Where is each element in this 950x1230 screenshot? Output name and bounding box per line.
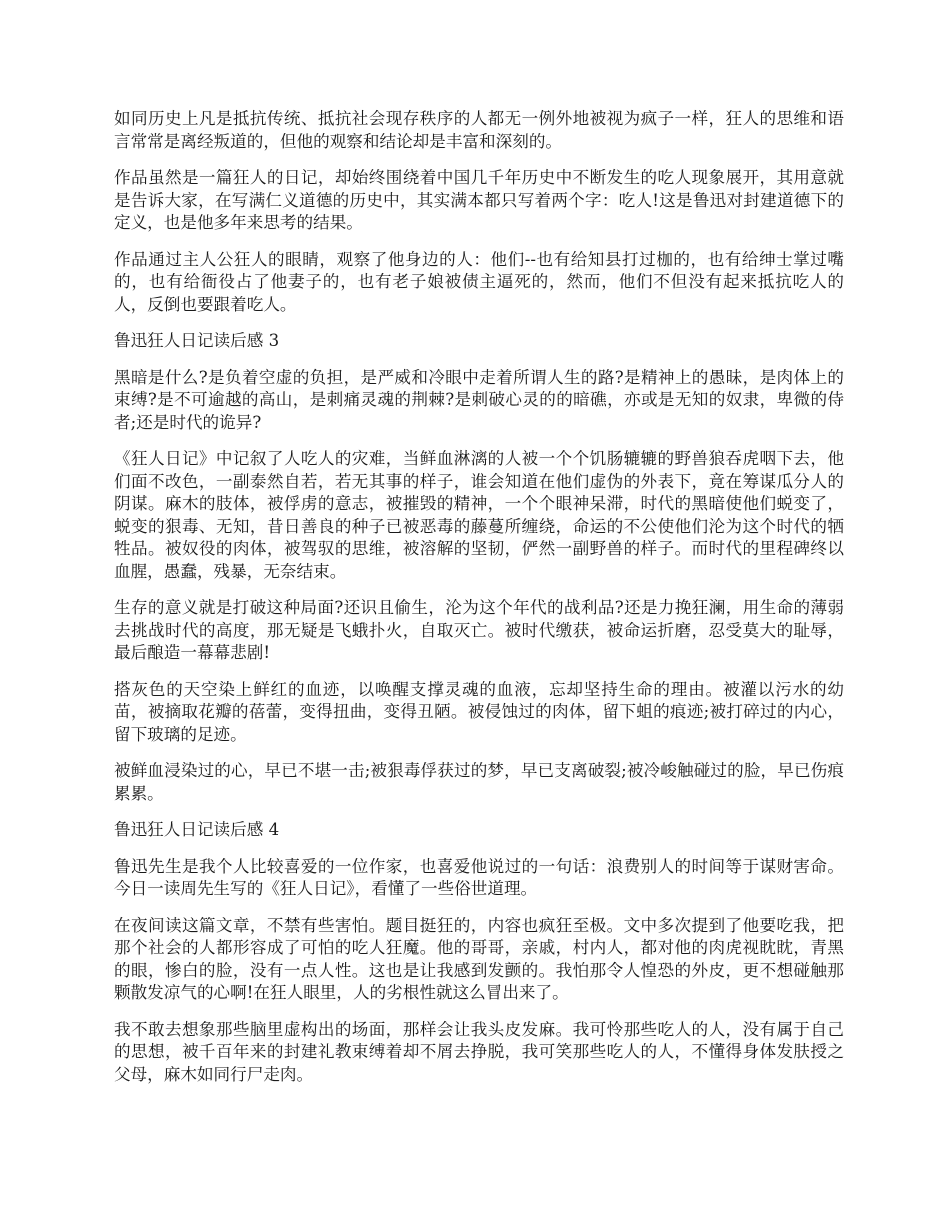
section-heading: 鲁迅狂人日记读后感 4 [114,820,280,839]
paragraph: 被鲜血浸染过的心，早已不堪一击;被狠毒俘获过的梦，早已支离破裂;被冷峻触碰过的脸，早已伤痕累累。 [114,761,844,803]
paragraph: 搭灰色的天空染上鲜红的血迹，以唤醒支撑灵魂的血液，忘却坚持生命的理由。被灌以污水的幼苗，被摘取花瓣的蓓蕾，变得扭曲，变得丑陋。被侵蚀过的肉体，留下蛆的痕迹;被打碎过的内心，留下玻璃的足迹。 [114,679,844,744]
paragraph: 鲁迅先生是我个人比较喜爱的一位作家，也喜爱他说过的一句话：浪费别人的时间等于谋财害命。今日一读周先生写的《狂人日记》，看懂了一些俗世道理。 [114,856,844,898]
paragraph: 作品通过主人公狂人的眼睛，观察了他身边的人：他们--也有给知县打过枷的，也有给绅士掌过嘴的，也有给衙役占了他妻子的，也有老子娘被债主逼死的，然而，他们不但没有起来抵抗吃人的人，反倒也要跟着吃人。 [114,249,844,314]
paragraph: 如同历史上凡是抵抗传统、抵抗社会现存秩序的人都无一例外地被视为疯子一样，狂人的思维和语言常常是离经叛道的，但他的观察和结论却是丰富和深刻的。 [114,109,844,151]
document-page [114,108,844,1100]
paragraph: 黑暗是什么?是负着空虚的负担，是严威和冷眼中走着所谓人生的路?是精神上的愚昧，是肉体上的束缚?是不可逾越的高山，是刺痛灵魂的荆棘?是刺破心灵的的暗礁，亦或是无知的奴隶，卑微的侍者;还是时代的诡异? [114,367,844,432]
paragraph: 生存的意义就是打破这种局面?还识且偷生，沦为这个年代的战利品?还是力挽狂澜，用生命的薄弱去挑战时代的高度，那无疑是飞蛾扑火，自取灭亡。被时代缴获，被命运折磨，忍受莫大的耻辱，最后酿造一幕幕悲剧! [114,598,844,662]
paragraph: 在夜间读这篇文章，不禁有些害怕。题目挺狂的，内容也疯狂至极。文中多次提到了他要吃我，把那个社会的人都形容成了可怕的吃人狂魔。他的哥哥，亲戚，村内人，都对他的肉虎视眈眈，青黑的眼，惨白的脸，没有一点人性。这也是让我感到发颤的。我怕那令人惶恐的外皮，更不想碰触那颗散发凉气的心啊!在狂人眼里，人的劣根性就这么冒出来了。 [114,915,844,1002]
paragraph: 作品虽然是一篇狂人的日记，却始终围绕着中国几千年历史中不断发生的吃人现象展开，其用意就是告诉大家，在写满仁义道德的历史中，其实满本都只写着两个字：吃人!这是鲁迅对封建道德下的定义，也是他多年来思考的结果。 [114,168,844,232]
paragraph: 我不敢去想象那些脑里虚构出的场面，那样会让我头皮发麻。我可怜那些吃人的人，没有属于自己的思想，被千百年来的封建礼教束缚着却不屑去挣脱，我可笑那些吃人的人，不懂得身体发肤授之父母，麻木如同行尸走肉。 [114,1019,844,1084]
paragraph: 《狂人日记》中记叙了人吃人的灾难，当鲜血淋漓的人被一个个饥肠辘辘的野兽狼吞虎咽下去，他们面不改色，一副泰然自若，若无其事的样子，谁会知道在他们虚伪的外表下，竟在筹谋瓜分人的阴谋。麻木的肢体，被俘虏的意志，被摧毁的精神，一个个眼神呆滞，时代的黑暗使他们蜕变了，蜕变的狠毒、无知，昔日善良的种子已被恶毒的藤蔓所缠绕，命运的不公使他们沦为这个时代的牺牲品。被奴役的肉体，被驾驭的思维，被溶解的坚韧，俨然一副野兽的样子。而时代的里程碑终以血腥，愚蠢，残暴，无奈结束。 [114,449,844,581]
section-heading: 鲁迅狂人日记读后感 3 [114,331,280,350]
